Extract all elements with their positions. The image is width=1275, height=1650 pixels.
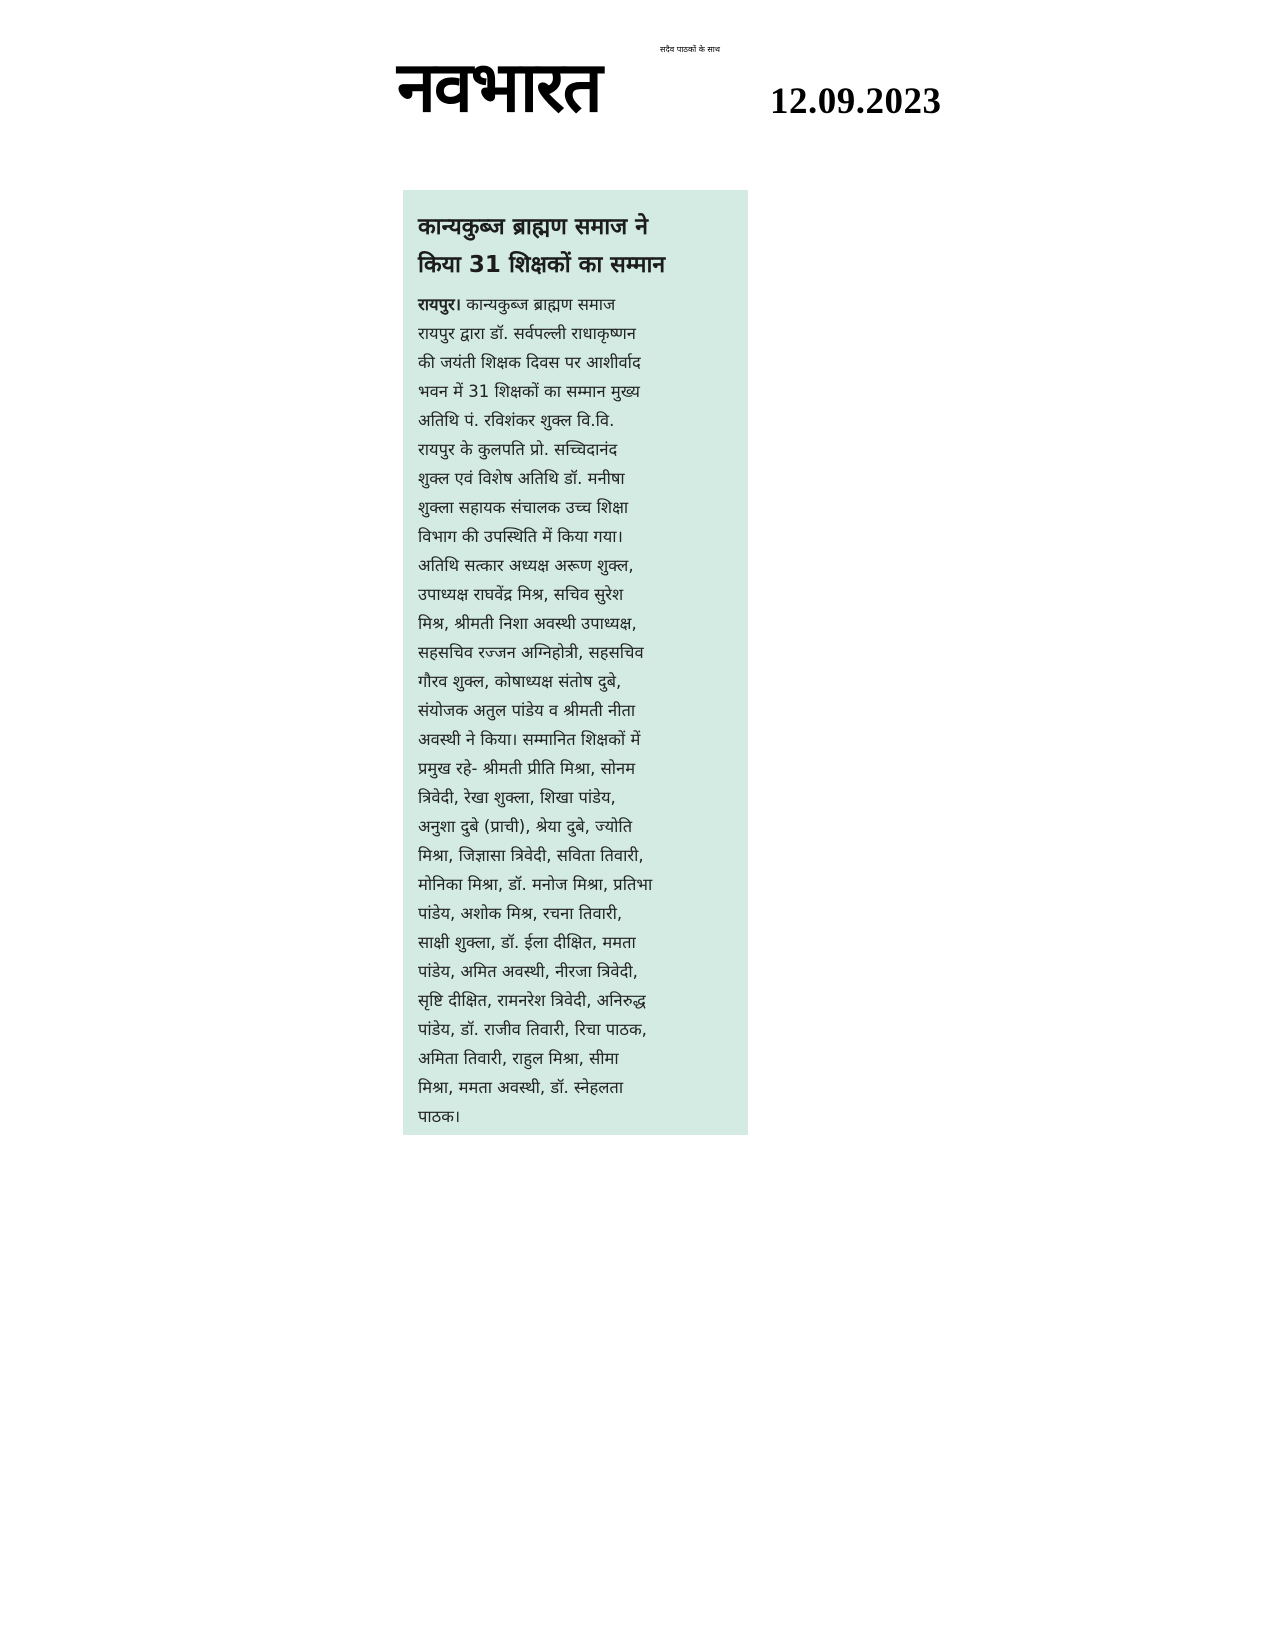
article-line: मिश्रा, ममता अवस्थी, डॉ. स्नेहलता [418,1078,624,1097]
article-line: शुक्ला सहायक संचालक उच्च शिक्षा [418,498,629,517]
headline-line-2: किया 31 शिक्षकों का सम्मान [418,252,666,278]
article-line: पांडेय, अशोक मिश्र, रचना तिवारी, [418,904,623,923]
article-line: मिश्रा, जिज्ञासा त्रिवेदी, सविता तिवारी, [418,846,644,865]
headline-line-1: कान्यकुब्ज ब्राह्मण समाज ने [418,214,648,240]
dateline: रायपुर। [418,295,461,314]
headline [418,208,740,284]
article-line: अमिता तिवारी, राहुल मिश्रा, सीमा [418,1049,619,1068]
article-line: पांडेय, अमित अवस्थी, नीरजा त्रिवेदी, [418,962,638,981]
article-line: रायपुर के कुलपति प्रो. सच्चिदानंद [418,440,618,459]
article-line [418,290,740,319]
article-line: संयोजक अतुल पांडेय व श्रीमती नीता [418,701,636,720]
article-line: पांडेय, डॉ. राजीव तिवारी, रिचा पाठक, [418,1020,647,1039]
newspaper-name: नवभारत [397,46,601,128]
article-line: गौरव शुक्ल, कोषाध्यक्ष संतोष दुबे, [418,672,622,691]
article-body [418,290,740,1131]
publication-date: 12.09.2023 [770,81,942,122]
article-line: त्रिवेदी, रेखा शुक्ला, शिखा पांडेय, [418,788,616,807]
article-line: सृष्टि दीक्षित, रामनरेश त्रिवेदी, अनिरुद्ध [418,991,646,1010]
article-line: सहसचिव रज्जन अग्निहोत्री, सहसचिव [418,643,644,662]
article-line: मिश्र, श्रीमती निशा अवस्थी उपाध्यक्ष, [418,614,637,633]
article-line-text: कान्यकुब्ज ब्राह्मण समाज [460,295,616,314]
newspaper-tagline: सदैव पाठकों के साथ [660,45,720,54]
article-line: मोनिका मिश्रा, डॉ. मनोज मिश्रा, प्रतिभा [418,875,653,894]
article-line: पाठक। [418,1107,461,1126]
article-line: प्रमुख रहे- श्रीमती प्रीति मिश्रा, सोनम [418,759,636,778]
news-clipping [403,190,748,1135]
article-line: उपाध्यक्ष राघवेंद्र मिश्र, सचिव सुरेश [418,585,624,604]
article-line: साक्षी शुक्ला, डॉ. ईला दीक्षित, ममता [418,933,636,952]
newspaper-masthead [395,42,730,132]
article-line: अतिथि सत्कार अध्यक्ष अरूण शुक्ल, [418,556,634,575]
article-line: अवस्थी ने किया। सम्मानित शिक्षकों में [418,730,641,749]
article-line: अनुशा दुबे (प्राची), श्रेया दुबे, ज्योति [418,817,633,836]
article-line: अतिथि पं. रविशंकर शुक्ल वि.वि. [418,411,615,430]
article-line: शुक्ल एवं विशेष अतिथि डॉ. मनीषा [418,469,625,488]
article-line: रायपुर द्वारा डॉ. सर्वपल्ली राधाकृष्णन [418,324,636,343]
article-line: विभाग की उपस्थिति में किया गया। [418,527,623,546]
article-line: की जयंती शिक्षक दिवस पर आशीर्वाद [418,353,641,372]
article-line: भवन में 31 शिक्षकों का सम्मान मुख्य [418,382,640,401]
